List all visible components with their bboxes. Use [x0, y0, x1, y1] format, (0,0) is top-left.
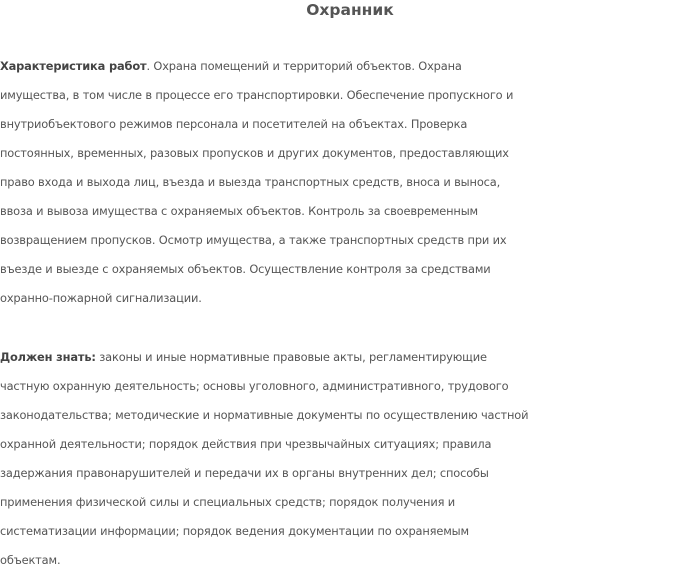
- section-label-characteristics: Характеристика работ: [0, 59, 147, 73]
- paragraph-line: задержания правонарушителей и передачи их в органы внутренних дел; способы: [0, 466, 489, 480]
- paragraph-line: объектам.: [0, 553, 61, 567]
- paragraph-line: право входа и выхода лиц, въезда и выезда транспортных средств, вноса и выноса,: [0, 175, 501, 189]
- page-title: Охранник: [306, 1, 394, 19]
- paragraph-line: возвращением пропусков. Осмотр имущества, а также транспортных средств при их: [0, 233, 507, 247]
- paragraph-line: [0, 343, 700, 372]
- paragraph-line: охранной деятельности; порядок действия при чрезвычайных ситуациях; правила: [0, 437, 492, 451]
- section-label-must-know: Должен знать:: [0, 350, 96, 364]
- paragraph-line: [0, 52, 700, 81]
- must-know-paragraph: [0, 343, 700, 575]
- job-characteristics-paragraph: [0, 52, 700, 313]
- paragraph-line: применения физической силы и специальных средств; порядок получения и: [0, 495, 456, 509]
- paragraph-line: законодательства; методические и нормативные документы по осуществлению частной: [0, 408, 529, 422]
- paragraph-text: . Охрана помещений и территорий объектов. Охрана: [146, 59, 462, 73]
- paragraph-text: законы и иные нормативные правовые акты, регламентирующие: [95, 350, 487, 364]
- paragraph-line: частную охранную деятельность; основы уголовного, административного, трудового: [0, 379, 509, 393]
- paragraph-line: въезде и выезде с охраняемых объектов. Осуществление контроля за средствами: [0, 262, 491, 276]
- paragraph-line: внутриобъектового режимов персонала и посетителей на объектах. Проверка: [0, 117, 468, 131]
- paragraph-line: имущества, в том числе в процессе его транспортировки. Обеспечение пропускного и: [0, 88, 514, 102]
- paragraph-line: охранно-пожарной сигнализации.: [0, 291, 202, 305]
- paragraph-line: постоянных, временных, разовых пропусков и других документов, предоставляющих: [0, 146, 509, 160]
- paragraph-line: ввоза и вывоза имущества с охраняемых объектов. Контроль за своевременным: [0, 204, 479, 218]
- paragraph-line: систематизации информации; порядок ведения документации по охраняемым: [0, 524, 469, 538]
